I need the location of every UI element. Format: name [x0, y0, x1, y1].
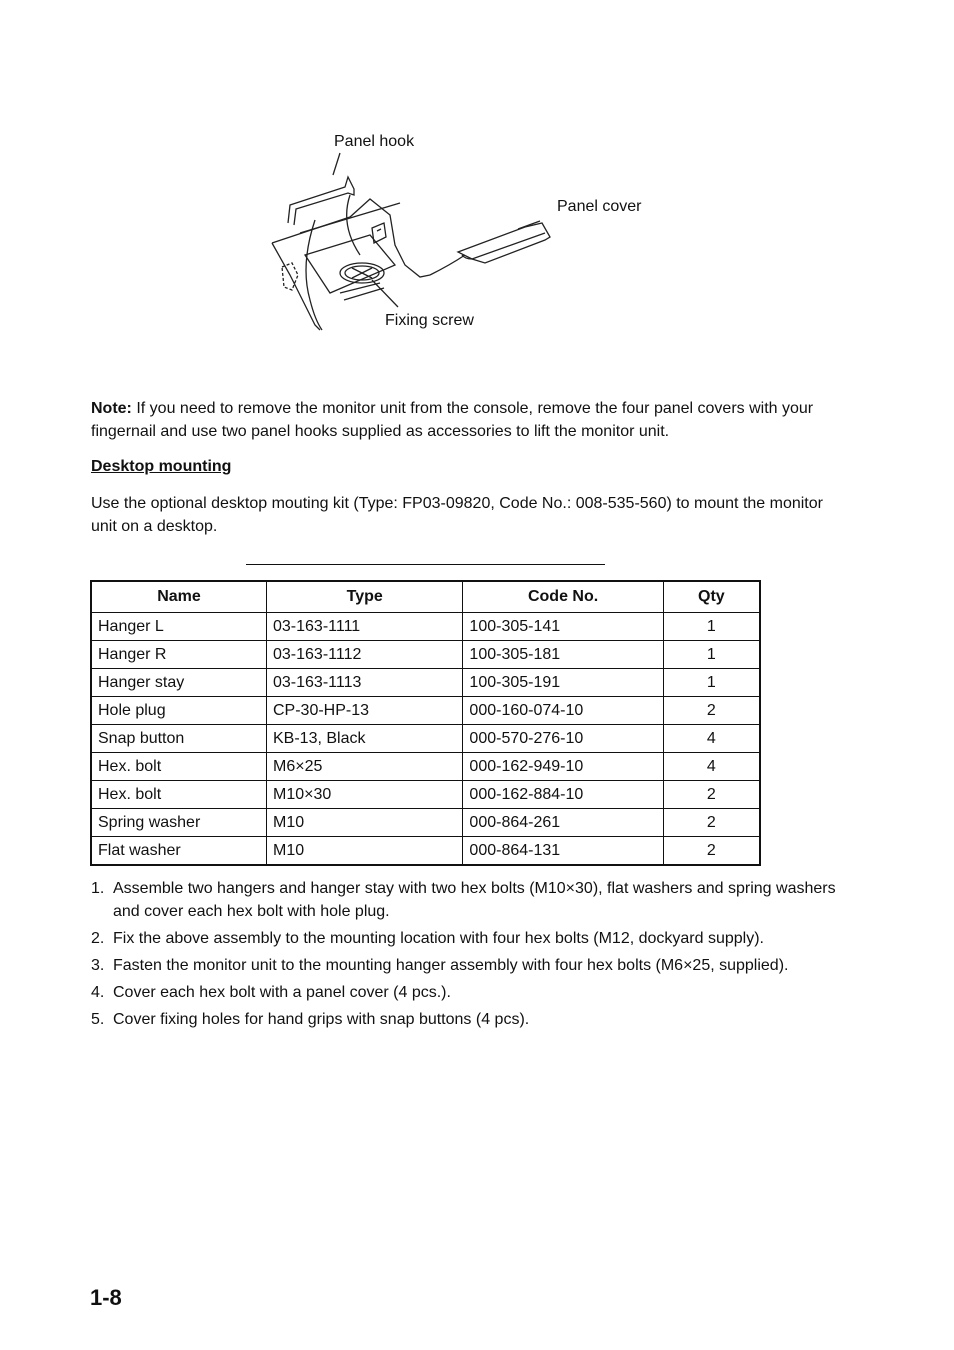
section-intro: Use the optional desktop mouting kit (Type: FP03-09820, Code No.: 008-535-560) to mount the monitor unit on a desktop.: [91, 495, 823, 535]
step-number: 2.: [91, 930, 105, 947]
table-row: [91, 753, 760, 781]
cell-code: 100-305-141: [463, 613, 663, 641]
table-header-row: [91, 581, 760, 613]
cell-type: CP-30-HP-13: [267, 697, 463, 725]
header-type: Type: [267, 581, 463, 613]
step-number: 1.: [91, 880, 105, 897]
panel-hook-illustration: [260, 125, 660, 340]
cell-code: 000-570-276-10: [463, 725, 663, 753]
cell-name: Hanger stay: [91, 669, 267, 697]
table-row: [91, 669, 760, 697]
step-text: Cover fixing holes for hand grips with snap buttons (4 pcs).: [113, 1011, 530, 1028]
panel-cover-figure: [260, 125, 660, 340]
procedure-steps: [91, 877, 861, 1035]
cell-name: Hole plug: [91, 697, 267, 725]
cell-code: 000-864-261: [463, 809, 663, 837]
header-qty: Qty: [663, 581, 760, 613]
step-text: Assemble two hangers and hanger stay with two hex bolts (M10×30), flat washers and spring washers and cover each hex bolt with hole plug.: [113, 880, 836, 920]
cell-code: 000-160-074-10: [463, 697, 663, 725]
section-heading: Desktop mounting: [91, 458, 232, 475]
cell-type: M6×25: [267, 753, 463, 781]
cell-qty: 1: [663, 613, 760, 641]
cell-name: Snap button: [91, 725, 267, 753]
table-row: [91, 809, 760, 837]
list-item: [91, 954, 861, 977]
parts-table: [90, 580, 761, 866]
table-row: [91, 725, 760, 753]
cell-qty: 1: [663, 669, 760, 697]
cell-type: 03-163-1111: [267, 613, 463, 641]
cell-type: 03-163-1113: [267, 669, 463, 697]
cell-qty: 2: [663, 697, 760, 725]
table-row: [91, 641, 760, 669]
panel-hook-label: Panel hook: [334, 133, 415, 150]
cell-qty: 4: [663, 753, 760, 781]
cell-code: 100-305-191: [463, 669, 663, 697]
fixing-screw-label: Fixing screw: [385, 312, 474, 329]
cell-code: 000-162-884-10: [463, 781, 663, 809]
page-number: 1-8: [90, 1285, 122, 1310]
list-item: [91, 877, 861, 923]
cell-code: 100-305-181: [463, 641, 663, 669]
note-text: If you need to remove the monitor unit from the console, remove the four panel covers with your fingernail and use two panel hooks supplied as accessories to lift the monitor unit.: [91, 400, 814, 440]
table-row: [91, 837, 760, 866]
cell-type: M10: [267, 837, 463, 866]
header-code-no: Code No.: [463, 581, 663, 613]
cell-qty: 1: [663, 641, 760, 669]
cell-qty: 2: [663, 781, 760, 809]
cell-code: 000-162-949-10: [463, 753, 663, 781]
step-text: Fasten the monitor unit to the mounting hanger assembly with four hex bolts (M6×25, supplied).: [113, 957, 789, 974]
cell-qty: 4: [663, 725, 760, 753]
step-text: Fix the above assembly to the mounting location with four hex bolts (M12, dockyard supply).: [113, 930, 764, 947]
cell-type: 03-163-1112: [267, 641, 463, 669]
cell-type: M10: [267, 809, 463, 837]
cell-code: 000-864-131: [463, 837, 663, 866]
header-name: Name: [91, 581, 267, 613]
table-caption-rule: [246, 564, 605, 565]
note-prefix: Note:: [91, 400, 132, 417]
list-item: [91, 981, 861, 1004]
cell-type: KB-13, Black: [267, 725, 463, 753]
cell-name: Hex. bolt: [91, 781, 267, 809]
cell-qty: 2: [663, 837, 760, 866]
cell-name: Hex. bolt: [91, 753, 267, 781]
table-row: [91, 781, 760, 809]
table-row: [91, 697, 760, 725]
cell-name: Spring washer: [91, 809, 267, 837]
step-number: 5.: [91, 1011, 105, 1028]
list-item: [91, 927, 861, 950]
step-number: 3.: [91, 957, 105, 974]
table-row: [91, 613, 760, 641]
cell-type: M10×30: [267, 781, 463, 809]
step-number: 4.: [91, 984, 105, 1001]
panel-cover-label: Panel cover: [557, 198, 642, 215]
cell-qty: 2: [663, 809, 760, 837]
cell-name: Flat washer: [91, 837, 267, 866]
cell-name: Hanger R: [91, 641, 267, 669]
cell-name: Hanger L: [91, 613, 267, 641]
list-item: [91, 1008, 861, 1031]
note-paragraph: [91, 397, 851, 443]
step-text: Cover each hex bolt with a panel cover (4 pcs.).: [113, 984, 451, 1001]
